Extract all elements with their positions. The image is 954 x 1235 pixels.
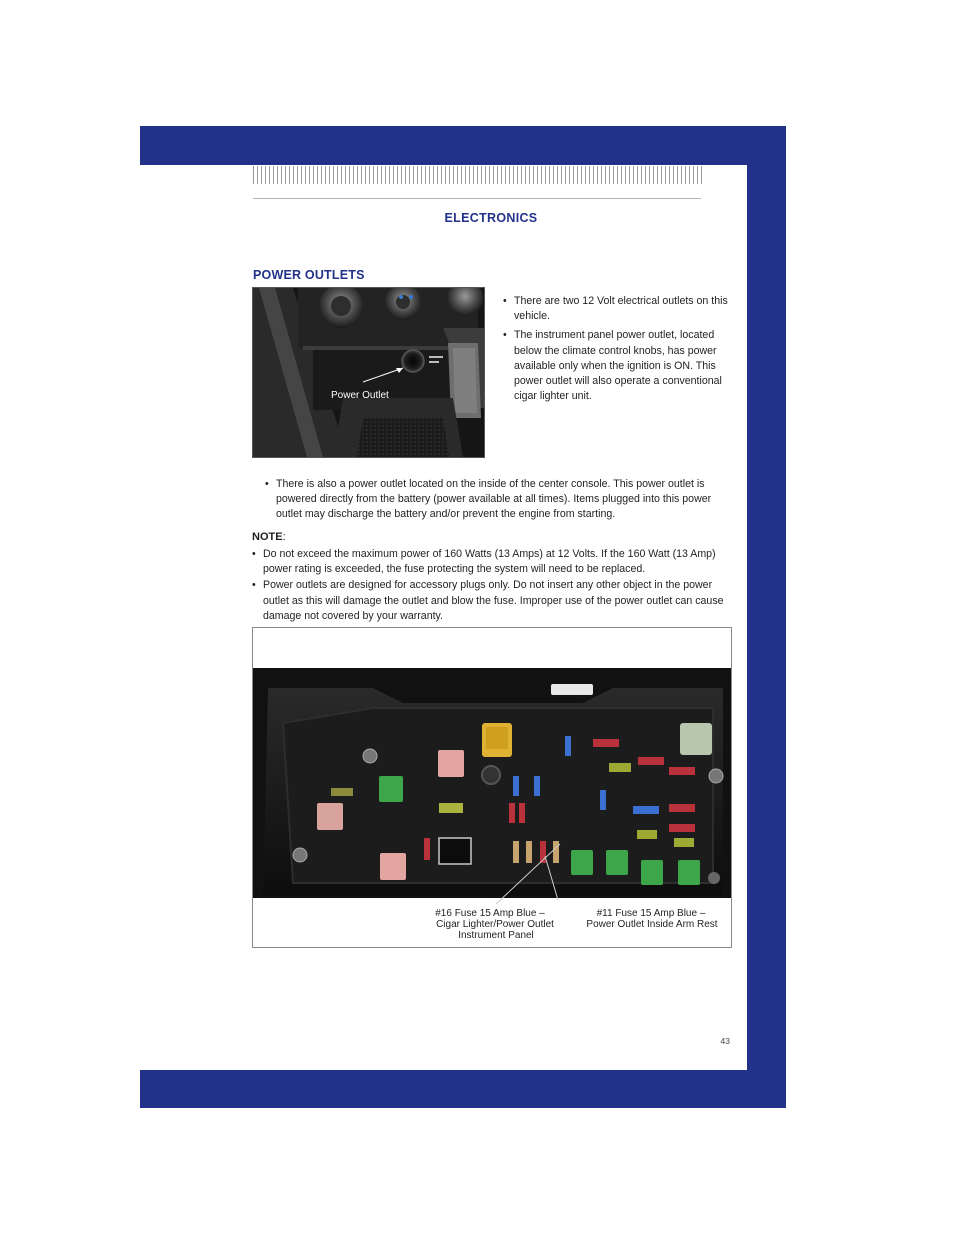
list-item: • The instrument panel power outlet, located below the climate control knobs, has power available only when the ignition is ON. This power outlet will also operate a conventional cigar lighter unit. (503, 328, 735, 404)
page-title: POWER OUTLETS (253, 268, 365, 282)
fuse-16-label-line: Cigar Lighter/Power Outlet (436, 919, 554, 930)
note-label: NOTE: (252, 531, 286, 543)
decorative-tick-bar (253, 166, 703, 184)
page-frame-bottom (140, 1070, 786, 1108)
fuse-16-label-line: #16 Fuse 15 Amp Blue – (435, 908, 545, 919)
fuse-16-label-line: Instrument Panel (458, 930, 534, 941)
section-header: ELECTRONICS (444, 211, 538, 225)
page-frame-top (140, 126, 786, 165)
note-bullets (252, 547, 735, 625)
list-item: • Do not exceed the maximum power of 160 Watts (13 Amps) at 12 Volts. If the 160 Watt (13 Amp) power rating is exceeded, the fuse protecting the system will need to be replaced. (252, 547, 735, 577)
fuse-11-label-line: #11 Fuse 15 Amp Blue – (596, 908, 706, 919)
header-divider (253, 198, 701, 199)
outlet-bullets (503, 294, 735, 408)
page-number: 43 (720, 1036, 730, 1046)
list-item: • There are two 12 Volt electrical outlets on this vehicle. (503, 294, 735, 324)
list-item: • There is also a power outlet located on the inside of the center console. This power outlet is powered directly from the battery (power available at all times). Items plugged into this power outlet may discharge the battery and/or prevent the engine from starting. (265, 477, 735, 523)
list-item: • Power outlets are designed for accessory plugs only. Do not insert any other object in the power outlet as this will damage the outlet and blow the fuse. Improper use of the power outlet can cause damage not covered by your warranty. (252, 578, 735, 624)
power-outlet-photo (252, 287, 485, 458)
power-outlet-callout: Power Outlet (331, 390, 389, 401)
page-frame-right (747, 126, 786, 1108)
fuse-panel-photo (252, 627, 732, 948)
console-outlet-bullets (265, 477, 735, 527)
fuse-11-label-line: Power Outlet Inside Arm Rest (586, 919, 718, 930)
